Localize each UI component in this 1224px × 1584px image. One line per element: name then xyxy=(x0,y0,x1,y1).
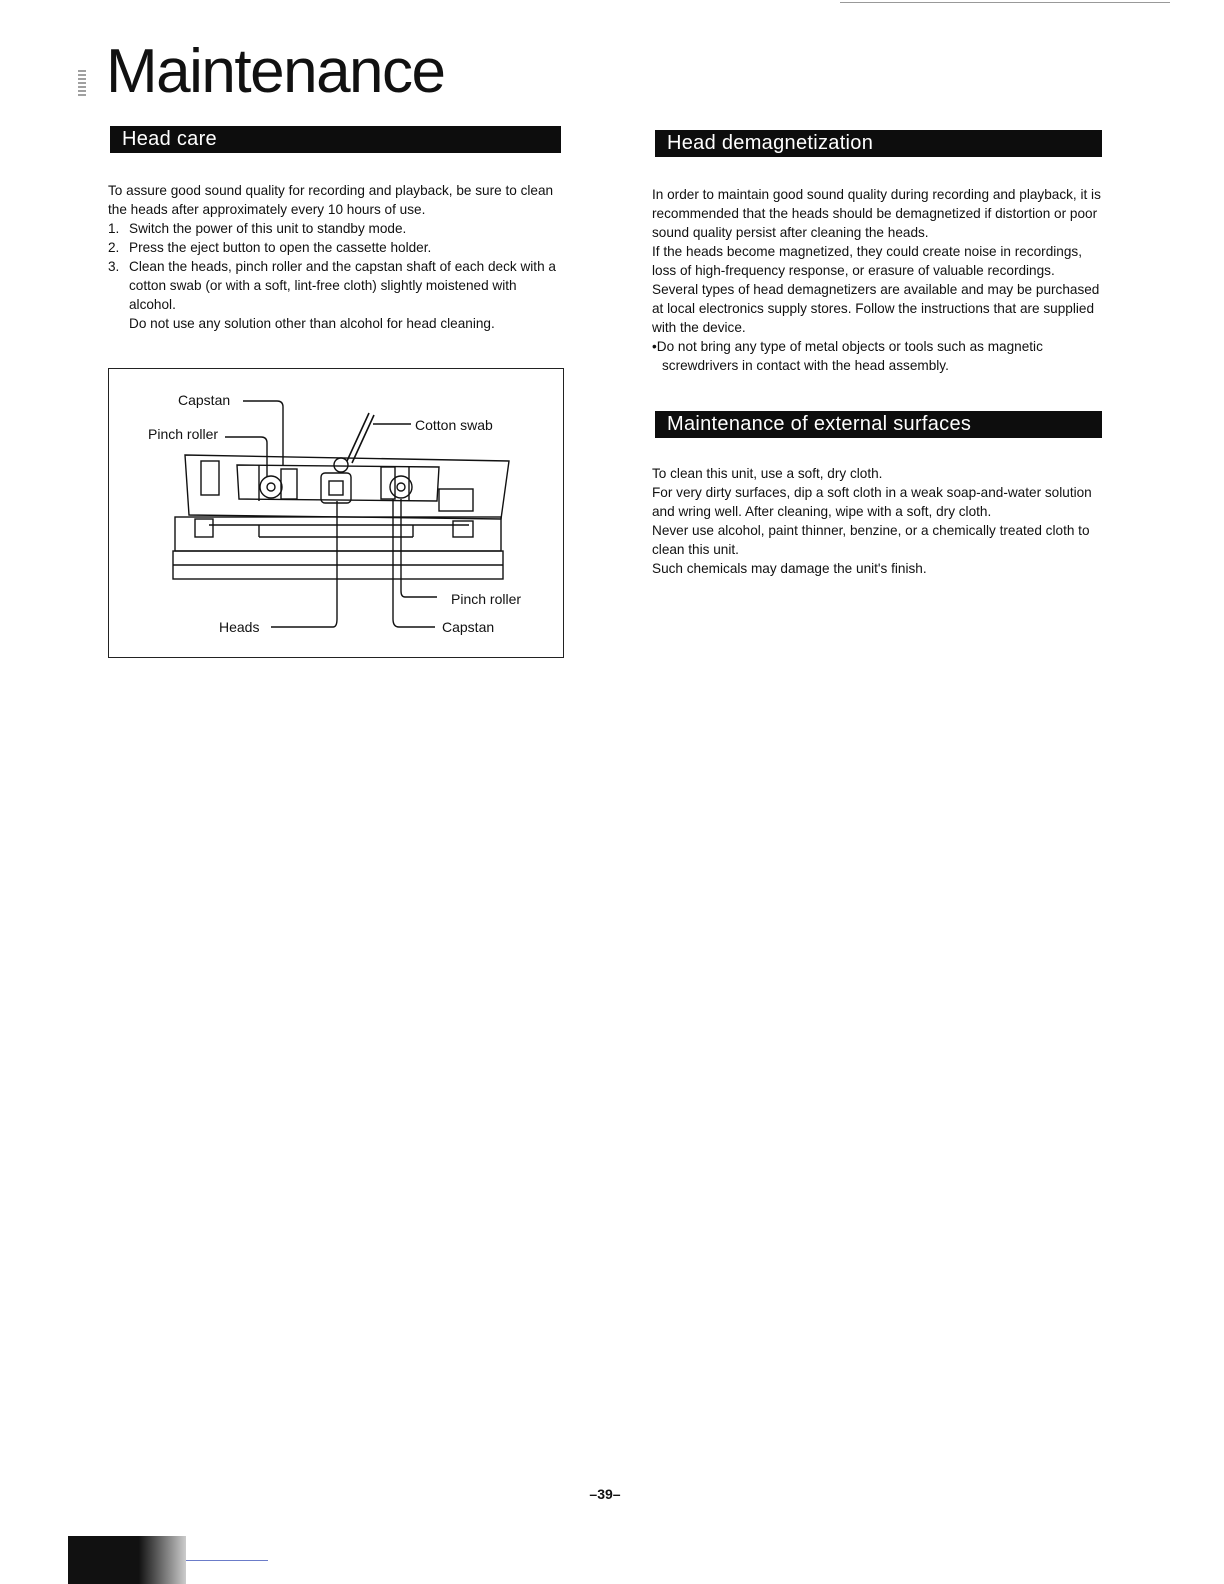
external-line-4: Such chemicals may damage the unit's finish. xyxy=(652,561,927,576)
demag-bullet: •Do not bring any type of metal objects or tools such as magnetic screwdrivers in contact with the head assembly. xyxy=(652,339,1043,373)
head-care-heading: Head care xyxy=(110,126,561,153)
deck-front-panel xyxy=(175,517,501,551)
step-3: 3. Clean the heads, pinch roller and the capstan shaft of each deck with a cotton swab (or with a soft, lint-free cloth) slightly moistened with alcohol. xyxy=(108,259,556,312)
external-surfaces-text xyxy=(652,464,1104,578)
page-title: Maintenance xyxy=(106,37,445,106)
head-demagnetization-text xyxy=(652,185,1104,375)
head-care-note: Do not use any solution other than alcohol for head cleaning. xyxy=(129,316,495,331)
head-demagnetization-heading: Head demagnetization xyxy=(655,130,1102,157)
label-pinch-roller-bottom: Pinch roller xyxy=(451,591,522,607)
step-1: 1. Switch the power of this unit to standby mode. xyxy=(108,221,407,236)
label-heads: Heads xyxy=(219,619,260,635)
head-assembly-figure xyxy=(108,368,564,658)
scan-mark-bottom xyxy=(68,1536,186,1584)
label-pinch-roller-top: Pinch roller xyxy=(148,426,219,442)
external-surfaces-heading: Maintenance of external surfaces xyxy=(655,411,1102,438)
page-number: –39– xyxy=(589,1486,621,1502)
head-care-steps xyxy=(108,219,564,314)
demag-paragraph-2: If the heads become magnetized, they could create noise in recordings, loss of high-frequency response, or erasure of valuable recordings. Several types of head demagnetizers are available and may be purchased at local electronics supply stores. Follow the instructions that are supplied with the device. xyxy=(652,244,1100,335)
label-capstan-bottom: Capstan xyxy=(442,619,495,635)
external-line-3: Never use alcohol, paint thinner, benzine, or a chemically treated cloth to clean this unit. xyxy=(652,523,1090,557)
scan-line-bottom xyxy=(186,1560,268,1561)
external-line-2: For very dirty surfaces, dip a soft cloth in a weak soap-and-water solution and wring well. After cleaning, wipe with a soft, dry cloth. xyxy=(652,485,1092,519)
scan-mark-left xyxy=(78,70,86,98)
deck-top-outline xyxy=(185,455,509,519)
label-cotton-swab: Cotton swab xyxy=(415,417,493,433)
scan-line-top xyxy=(840,2,1170,3)
step-2: 2. Press the eject button to open the cassette holder. xyxy=(108,240,432,255)
external-line-1: To clean this unit, use a soft, dry cloth. xyxy=(652,466,883,481)
head-care-intro: To assure good sound quality for recording and playback, be sure to clean the heads after approximately every 10 hours of use. xyxy=(108,183,554,217)
head-assembly-drawing xyxy=(109,369,565,659)
head-care-text xyxy=(108,181,564,333)
demag-paragraph-1: In order to maintain good sound quality during recording and playback, it is recommended that the heads should be demagnetized if distortion or poor sound quality persist after cleaning the heads. xyxy=(652,187,1101,240)
label-capstan-top: Capstan xyxy=(178,392,231,408)
